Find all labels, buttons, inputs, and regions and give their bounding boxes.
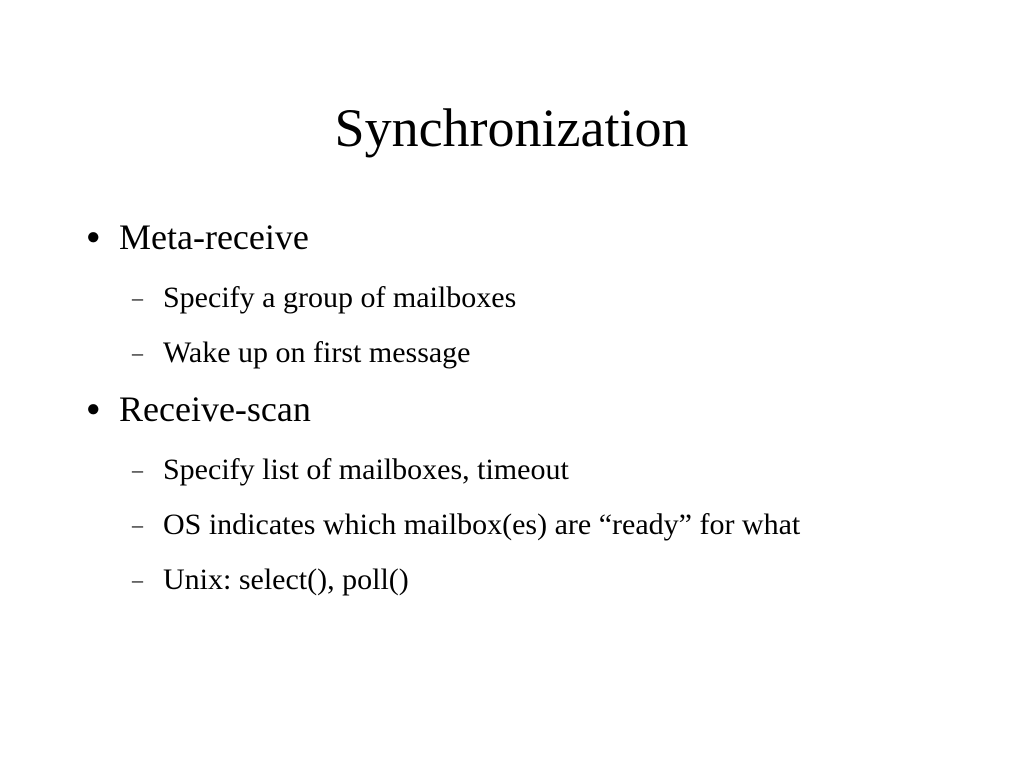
sub-bullet-text: OS indicates which mailbox(es) are “ready” for what	[163, 508, 801, 541]
dash-marker-icon: –	[132, 512, 143, 537]
dash-marker-icon: –	[132, 567, 143, 592]
bullet-text: Receive-scan	[119, 389, 311, 429]
dash-marker-icon: –	[132, 457, 143, 482]
bullet-marker-icon: ●	[86, 396, 101, 422]
sub-bullet-text: Specify a group of mailboxes	[163, 281, 517, 314]
sub-bullet-text: Specify list of mailboxes, timeout	[163, 453, 569, 486]
sub-bullet-text: Wake up on first message	[163, 336, 471, 369]
sub-bullet-text: Unix: select(), poll()	[163, 563, 409, 596]
slide-title: Synchronization	[334, 98, 689, 158]
bullet-marker-icon: ●	[86, 224, 101, 250]
bullet-text: Meta-receive	[119, 217, 309, 257]
dash-marker-icon: –	[132, 340, 143, 365]
dash-marker-icon: –	[132, 285, 143, 310]
